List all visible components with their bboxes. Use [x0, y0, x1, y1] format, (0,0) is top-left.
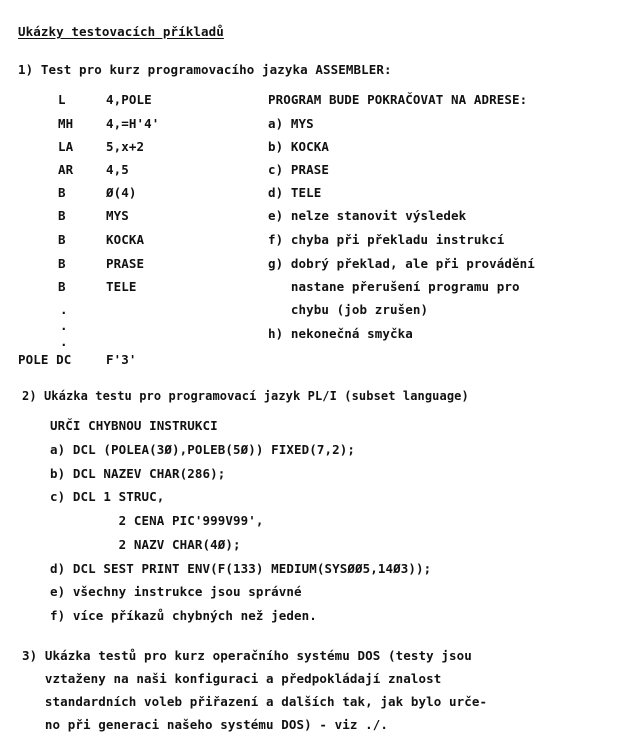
- code-op: LA: [58, 139, 74, 154]
- pli-line: f) více příkazů chybných než jeden.: [50, 608, 317, 623]
- code-op: B: [58, 208, 66, 223]
- section3-line: no při generaci našeho systému DOS) - viz ./.: [22, 717, 389, 732]
- code-arg: Ø(4): [106, 185, 137, 200]
- option-item: e) nelze stanovit výsledek: [268, 208, 467, 223]
- pli-line: 2 CENA PIC'999V99',: [50, 513, 264, 528]
- code-arg: 5,x+2: [106, 139, 145, 154]
- code-arg: 4,POLE: [106, 92, 152, 107]
- option-item: g) dobrý překlad, ale při provádění: [268, 256, 535, 271]
- code-op: AR: [58, 162, 74, 177]
- pli-line: a) DCL (POLEA(3Ø),POLEB(5Ø)) FIXED(7,2);: [50, 442, 356, 457]
- pli-line: e) všechny instrukce jsou správné: [50, 584, 302, 599]
- ellipsis-dot: .: [60, 318, 68, 333]
- code-op: B: [58, 256, 66, 271]
- code-arg: TELE: [106, 279, 137, 294]
- pli-line: b) DCL NAZEV CHAR(286);: [50, 466, 226, 481]
- code-arg: MYS: [106, 208, 129, 223]
- option-item: d) TELE: [268, 185, 322, 200]
- pole-arg: F'3': [106, 352, 137, 367]
- ellipsis-dot: .: [60, 302, 68, 317]
- code-arg: 4,=H'4': [106, 116, 160, 131]
- code-op: B: [58, 232, 66, 247]
- code-arg: PRASE: [106, 256, 145, 271]
- option-item: c) PRASE: [268, 162, 330, 177]
- option-item: chybu (job zrušen): [268, 302, 429, 317]
- section2-subheading: URČI CHYBNOU INSTRUKCI: [50, 418, 218, 433]
- option-item: nastane přerušení programu pro: [268, 279, 520, 294]
- code-op: L: [58, 92, 66, 107]
- section3-line: standardních voleb přiřazení a dalších tak, jak bylo urče-: [22, 694, 488, 709]
- section1-heading: 1) Test pro kurz programovacího jazyka ASSEMBLER:: [18, 62, 392, 77]
- options-question: PROGRAM BUDE POKRAČOVAT NA ADRESE:: [268, 92, 528, 107]
- page-title: Ukázky testovacích příkladů: [18, 24, 224, 39]
- option-item: a) MYS: [268, 116, 314, 131]
- code-op: B: [58, 279, 66, 294]
- section3-line: 3) Ukázka testů pro kurz operačního systému DOS (testy jsou: [22, 648, 472, 663]
- section3-line: vztaženy na naši konfiguraci a předpokládají znalost: [22, 671, 442, 686]
- pli-line: 2 NAZV CHAR(4Ø);: [50, 537, 241, 552]
- code-op: B: [58, 185, 66, 200]
- section2-heading: 2) Ukázka testu pro programovací jazyk PL/I (subset language): [22, 389, 469, 403]
- option-item: f) chyba při překladu instrukcí: [268, 232, 505, 247]
- code-arg: 4,5: [106, 162, 129, 177]
- pole-label: POLE DC: [18, 352, 72, 367]
- option-item: b) KOCKA: [268, 139, 330, 154]
- option-item: h) nekonečná smyčka: [268, 326, 413, 341]
- code-arg: KOCKA: [106, 232, 145, 247]
- pli-line: d) DCL SEST PRINT ENV(F(133) MEDIUM(SYSØØ5,14Ø3));: [50, 561, 432, 576]
- pli-line: c) DCL 1 STRUC,: [50, 489, 165, 504]
- code-op: MH: [58, 116, 74, 131]
- ellipsis-dot: .: [60, 334, 68, 349]
